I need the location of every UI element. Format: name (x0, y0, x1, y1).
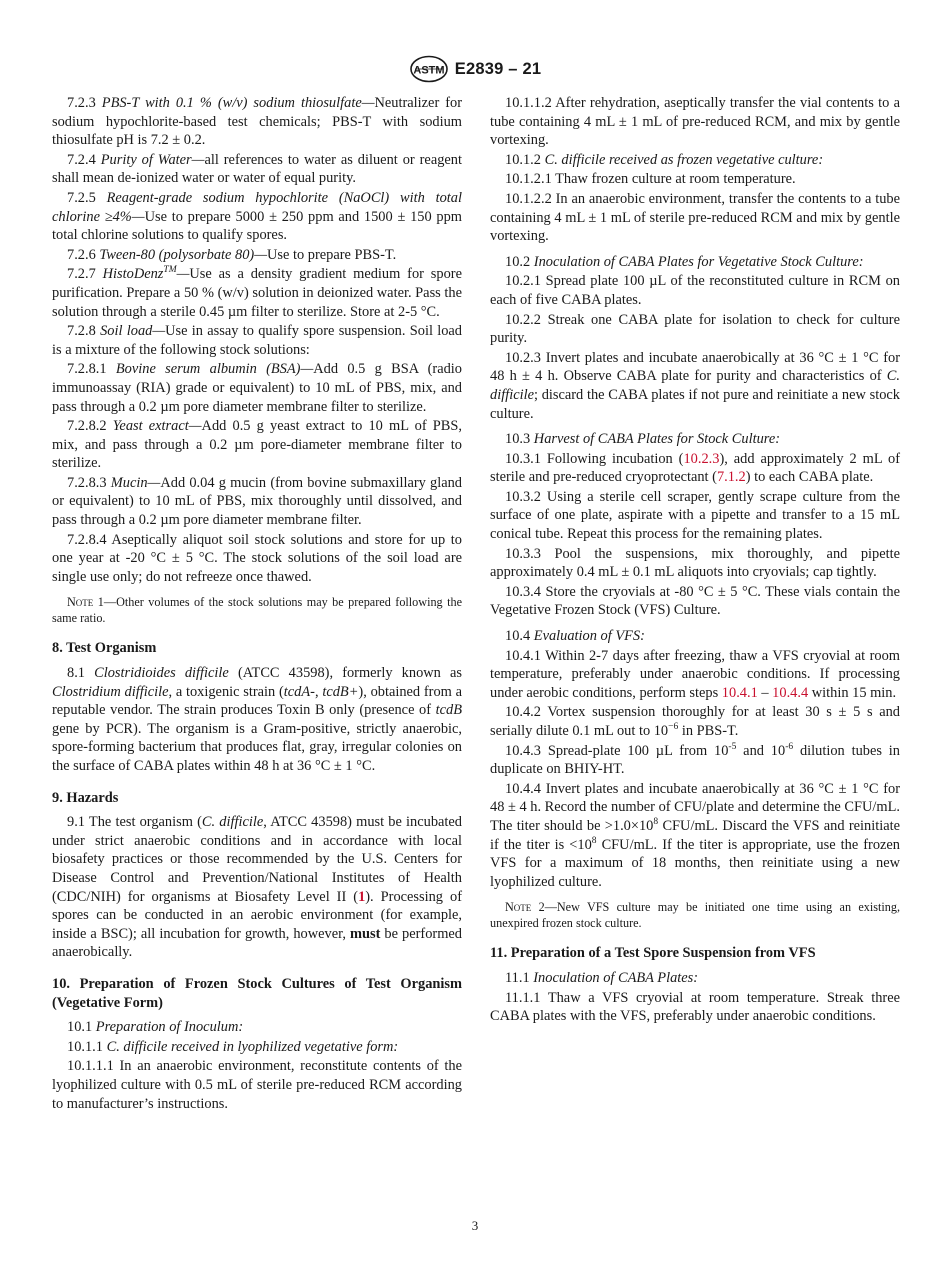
para-7-2-6: 7.2.6 Tween-80 (polysorbate 80)—Use to prepare PBS-T. (67, 246, 397, 263)
right-column (490, 94, 900, 1027)
page-number: 3 (471, 1218, 479, 1233)
para-7-2-8-2: 7.2.8.2 Yeast extract—Add 0.5 g yeast extract to 10 mL of PBS, mix, and pass through a 0.2 µm pore-diameter membrane filter to sterilize. (52, 418, 462, 472)
para-7-2-5: 7.2.5 Reagent-grade sodium hypochlorite (NaOCl) with total chlorine ≥4%—Use to prepare 5000 ± 250 ppm and 1500 ± 150 ppm total chlorine solutions to qualify spores. (52, 189, 463, 244)
para-10-2-1: 10.2.1 Spread plate 100 µL of the reconstituted culture in RCM on each of five CABA plates. (490, 273, 900, 308)
para-7-2-8-4: 7.2.8.4 Aseptically aliquot soil stock solutions and store for up to one year at -20 °C ± 5 °C. The stock solutions of the soil load are single use only; do not refreeze once thawed. (52, 531, 462, 585)
note-2: Note 2—New VFS culture may be initiated one time using an existing, unexpired frozen stock culture. (490, 900, 900, 931)
para-10-1-1-2: 10.1.1.2 After rehydration, aseptically transfer the vial contents to a tube containing 4 mL ± 1 mL of pre-reduced RCM, and mix by gentle vortexing. (490, 95, 900, 149)
para-11-1: 11.1 Inoculation of CABA Plates: (505, 969, 699, 986)
para-11-1-1: 11.1.1 Thaw a VFS cryovial at room temperature. Streak three CABA plates with the VFS, preferably under anaerobic conditions. (490, 989, 900, 1025)
astm-logo-text: ASTM (413, 64, 445, 77)
note-1: Note 1—Other volumes of the stock solutions may be prepared following the same ratio. (52, 595, 463, 626)
para-7-2-8-3: 7.2.8.3 Mucin—Add 0.04 g mucin (from bovine submaxillary gland or equivalent) to 10 mL of PBS, mix thoroughly until dissolved, and pass through a 0.2 µm pore diameter membrane filter. (52, 474, 462, 529)
para-7-2-7: 7.2.7 HistoDenz™—Use as a density gradient medium for spore purification. Prepare a 50 % (w/v) solution in deionized water. Pass the solution through a sterile 0.45 µm filter to sterilize. Store at 2-5 °C. (52, 265, 462, 320)
para-7-2-3: 7.2.3 PBS-T with 0.1 % (w/v) sodium thiosulfate—Neutralizer for sodium hypochlorite-based test chemicals; PBS-T with sodium thiosulfate pH is 7.2 ± 0.2. (52, 95, 463, 149)
left-column (52, 94, 462, 1114)
para-7-2-8-1: 7.2.8.1 Bovine serum albumin (BSA)—Add 0.5 g BSA (radio immunoassay (RIA) grade or equivalent) to 10 mL of PBS, mix, and pass through a 0.2 µm pore diameter membrane filter to sterilize. (52, 361, 463, 415)
para-7-2-4: 7.2.4 Purity of Water—all references to water as diluent or reagent shall mean de-ionized water or water of equal purity. (52, 151, 462, 187)
para-10-4-2: 10.4.2 Vortex suspension thoroughly for at least 30 s ± 5 s and serially dilute 0.1 mL out to $10^{-6}$ in PBS-T. (490, 704, 900, 739)
xref-10-4-4-link[interactable]: 10.4.4 (772, 684, 809, 701)
section-9-heading: 9. Hazards (52, 789, 119, 806)
section-10-heading: 10. Preparation of Frozen Stock Cultures of Test Organism (Vegetative Form) (52, 975, 462, 1011)
xref-7-1-2-link[interactable]: 7.1.2 (716, 469, 746, 486)
para-10-1-2-1: 10.1.2.1 Thaw frozen culture at room temperature. (505, 171, 796, 188)
para-10-2: 10.2 Inoculation of CABA Plates for Vegetative Stock Culture: (505, 253, 864, 270)
para-10-3-4: 10.3.4 Store the cryovials at -80 °C ± 5 °C. These vials contain the Vegetative Frozen Stock (VFS) Culture. (490, 583, 900, 619)
para-10-4: 10.4 Evaluation of VFS: (505, 628, 645, 645)
para-10-2-3: 10.2.3 Invert plates and incubate anaerobically at 36 °C ± 1 °C for 48 h ± 4 h. Observe CABA plate for purity and characteristics of C. difficile; discard the CABA plates if not pure and reinitiate a new stock culture. (490, 349, 900, 422)
para-10-3-3: 10.3.3 Pool the suspensions, mix thoroughly, and pipette approximately 0.4 mL ± 0.1 mL aliquots into cryovials; cap tightly. (490, 545, 900, 581)
para-7-2-8: 7.2.8 Soil load—Use in assay to qualify spore suspension. Soil load is a mixture of the following stock solutions: (52, 323, 462, 358)
para-10-1-1: 10.1.1 C. difficile received in lyophilized vegetative form: (67, 1038, 399, 1055)
xref-10-4-1-link[interactable]: 10.4.1 (721, 684, 758, 701)
para-10-4-4: 10.4.4 Invert plates and incubate anaerobically at 36 °C ± 1 °C for 48 ± 4 h. Record the number of CFU/plate and determine the CFU/mL. The titer should be $>1.0\times 10^8$ CFU/mL. Discard the VFS and reinitiate if the titer is $<10^8$ CFU/mL. If the titer is appropriate, use the frozen VFS for a maximum of 18 months, then reinitiate using a new lyophilized culture. (490, 780, 900, 890)
reference-link-1[interactable]: 1 (358, 888, 366, 905)
para-10-4-3: 10.4.3 Spread-plate 100 µL from $10^{-5}$ and $10^{-6}$ dilution tubes in duplicate on BHIY-HT. (490, 741, 900, 778)
astm-logo-icon (409, 55, 449, 83)
para-10-4-1: 10.4.1 Within 2-7 days after freezing, thaw a VFS cryovial at room temperature, preferably under anaerobic conditions. If processing under aerobic conditions, perform steps 10.4.1 – 10.4.4 within 15 min. (490, 647, 900, 701)
para-10-2-2: 10.2.2 Streak one CABA plate for isolation to check for culture purity. (490, 311, 900, 347)
xref-10-2-3-link[interactable]: 10.2.3 (683, 450, 720, 467)
page-header (0, 54, 950, 84)
section-11-heading: 11. Preparation of a Test Spore Suspension from VFS (490, 945, 816, 962)
para-8-1: 8.1 Clostridioides difficile (ATCC 43598), formerly known as Clostridium difficile, a toxigenic strain (tcdA-, tcdB+), obtained from a reputable vendor. The strain produces Toxin B only (presence of tcdB gene by PCR). The organism is a Gram-positive, strictly anaerobic, spore-forming bacterium that produces flat, gray, irregular colonies on the surface of CABA plates within 48 h at 36 °C ± 1 °C. (52, 665, 462, 774)
para-10-1: 10.1 Preparation of Inoculum: (67, 1019, 244, 1036)
para-10-1-2-2: 10.1.2.2 In an anaerobic environment, transfer the contents to a tube containing 4 mL ± 1 mL of sterile pre-reduced RCM and mix by gentle vortexing. (490, 190, 900, 245)
para-10-1-2: 10.1.2 C. difficile received as frozen vegetative culture: (505, 151, 824, 168)
standard-designation: E2839 – 21 (454, 59, 542, 78)
para-10-3-2: 10.3.2 Using a sterile cell scraper, gently scrape culture from the surface of one plate, aspirate with a pipette and transfer to a 15 mL conical tube. Repeat this process for the remaining plates. (490, 488, 900, 543)
para-10-3: 10.3 Harvest of CABA Plates for Stock Culture: (505, 431, 781, 448)
para-10-3-1: 10.3.1 Following incubation (10.2.3), add approximately 2 mL of sterile and pre-reduced cryoprotectant (7.1.2) to each CABA plate. (490, 450, 900, 486)
para-9-1: 9.1 The test organism (C. difficile, ATCC 43598) must be incubated under strict anaerobic conditions and in accordance with local biosafety practices or those recommended by the U.S. Centers for Disease Control and Prevention/National Institutes of Health (CDC/NIH) for organisms at Biosafety Level II (1). Processing of spores can be conducted in an aerobic environment (for example, inside a BSC); all incubation for growth, however, must be performed anaerobically. (52, 814, 462, 961)
para-10-1-1-1: 10.1.1.1 In an anaerobic environment, reconstitute contents of the lyophilized culture with 0.5 mL of sterile pre-reduced RCM according to manufacturer’s instructions. (52, 1058, 462, 1112)
section-8-heading: 8. Test Organism (52, 640, 157, 657)
